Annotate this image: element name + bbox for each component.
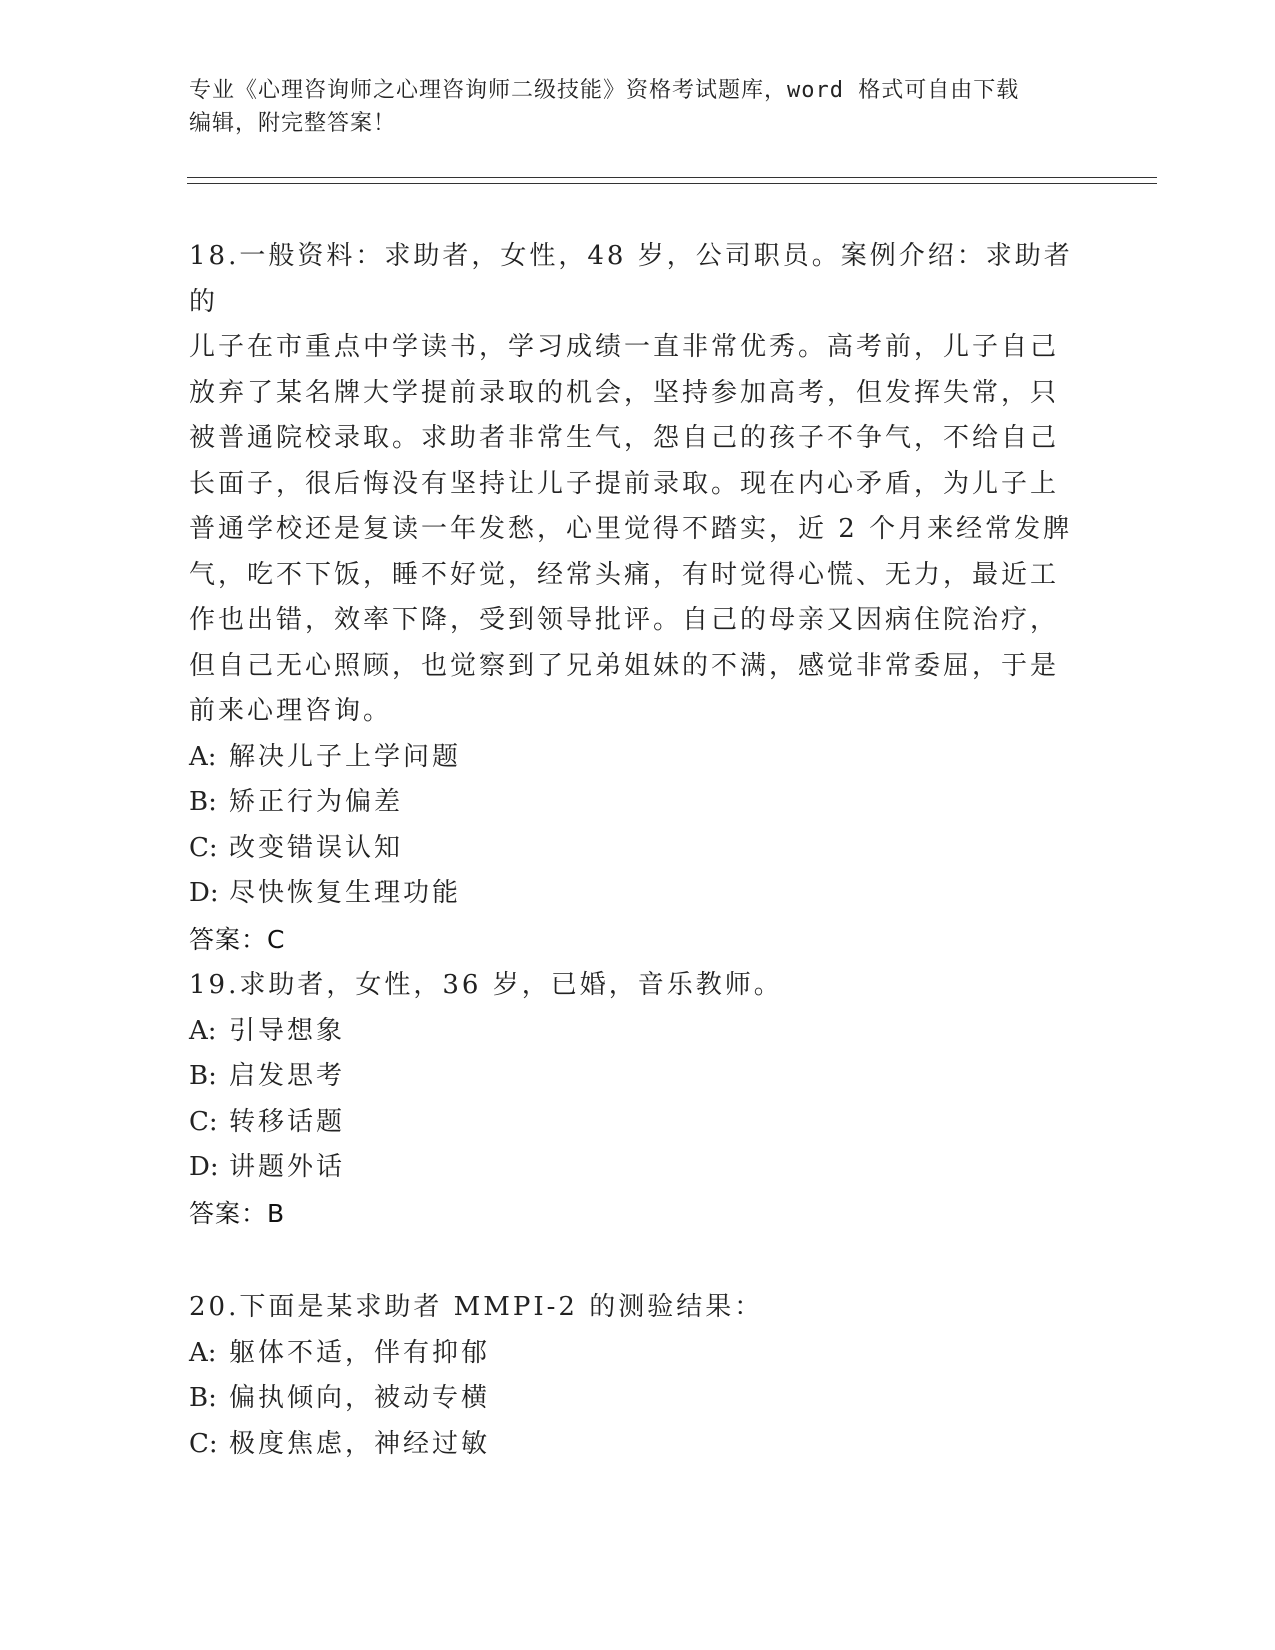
option-text: 讲题外话 (229, 1152, 346, 1182)
option-text: 转移话题 (229, 1106, 346, 1137)
option-d (189, 871, 1089, 917)
option-text: 改变错误认知 (229, 832, 404, 863)
option-a (189, 1009, 1089, 1055)
option-text: 启发思考 (229, 1061, 346, 1091)
question-20 (189, 1285, 1089, 1467)
option-letter: C: (189, 1106, 218, 1137)
option-b (189, 1054, 1089, 1100)
question-stem-line: 儿子在市重点中学读书，学习成绩一直非常优秀。高考前，儿子自己 (189, 332, 1060, 362)
option-d (189, 1145, 1089, 1191)
option-letter: C: (189, 1428, 218, 1459)
option-letter: D: (189, 1152, 219, 1182)
question-stem-line: 作也出错，效率下降，受到领导批评。自己的母亲又因病住院治疗， (189, 605, 1060, 635)
option-letter: B: (189, 787, 217, 817)
question-18 (189, 234, 1089, 962)
option-text: 矫正行为偏差 (229, 787, 404, 817)
question-stem-line: 被普通院校录取。求助者非常生气，怨自己的孩子不争气，不给自己 (189, 423, 1060, 453)
document-header (189, 74, 1089, 140)
header-line-2: 编辑，附完整答案！ (189, 111, 397, 136)
question-stem-line: 长面子，很后悔没有坚持让儿子提前录取。现在内心矛盾，为儿子上 (189, 468, 1060, 499)
option-letter: D: (189, 878, 219, 908)
option-a (189, 735, 1089, 781)
option-c (189, 1422, 1089, 1468)
answer-line: 答案：C (189, 924, 286, 954)
option-b (189, 1376, 1089, 1422)
option-text: 躯体不适，伴有抑郁 (229, 1337, 491, 1368)
answer-line: 答案：B (189, 1198, 286, 1228)
question-stem-line: 18.一般资料：求助者，女性，48 岁，公司职员。案例介绍：求助者的 (189, 241, 1073, 317)
question-stem-line: 放弃了某名牌大学提前录取的机会，坚持参加高考，但发挥失常，只 (189, 377, 1060, 408)
option-b (189, 780, 1089, 826)
question-19 (189, 963, 1089, 1236)
option-letter: A: (189, 1337, 217, 1368)
question-stem-line: 但自己无心照顾，也觉察到了兄弟姐妹的不满，感觉非常委屈，于是 (189, 650, 1060, 681)
option-a (189, 1331, 1089, 1377)
header-rule-bottom (187, 183, 1157, 184)
option-letter: B: (189, 1383, 217, 1413)
option-text: 尽快恢复生理功能 (229, 878, 462, 908)
option-letter: C: (189, 832, 218, 863)
option-c (189, 1100, 1089, 1146)
option-letter: A: (189, 1015, 217, 1046)
option-text: 引导想象 (229, 1015, 346, 1046)
question-stem-line: 气，吃不下饭，睡不好觉，经常头痛，有时觉得心慌、无力，最近工 (189, 559, 1060, 590)
option-letter: A: (189, 741, 217, 772)
option-letter: B: (189, 1061, 217, 1091)
header-line-1: 专业《心理咨询师之心理咨询师二级技能》资格考试题库，word 格式可自由下载 (189, 78, 1020, 103)
question-stem-line: 前来心理咨询。 (189, 696, 393, 726)
option-text: 极度焦虑，神经过敏 (229, 1428, 491, 1459)
question-stem-line: 普通学校还是复读一年发愁，心里觉得不踏实，近 2 个月来经常发脾 (189, 514, 1073, 544)
question-stem-line: 20.下面是某求助者 MMPI-2 的测验结果： (189, 1292, 764, 1322)
option-text: 偏执倾向，被动专横 (229, 1383, 491, 1413)
header-rule-top (187, 177, 1157, 178)
question-stem-line: 19.求助者，女性，36 岁，已婚，音乐教师。 (189, 970, 783, 1000)
option-c (189, 826, 1089, 872)
option-text: 解决儿子上学问题 (229, 741, 462, 772)
